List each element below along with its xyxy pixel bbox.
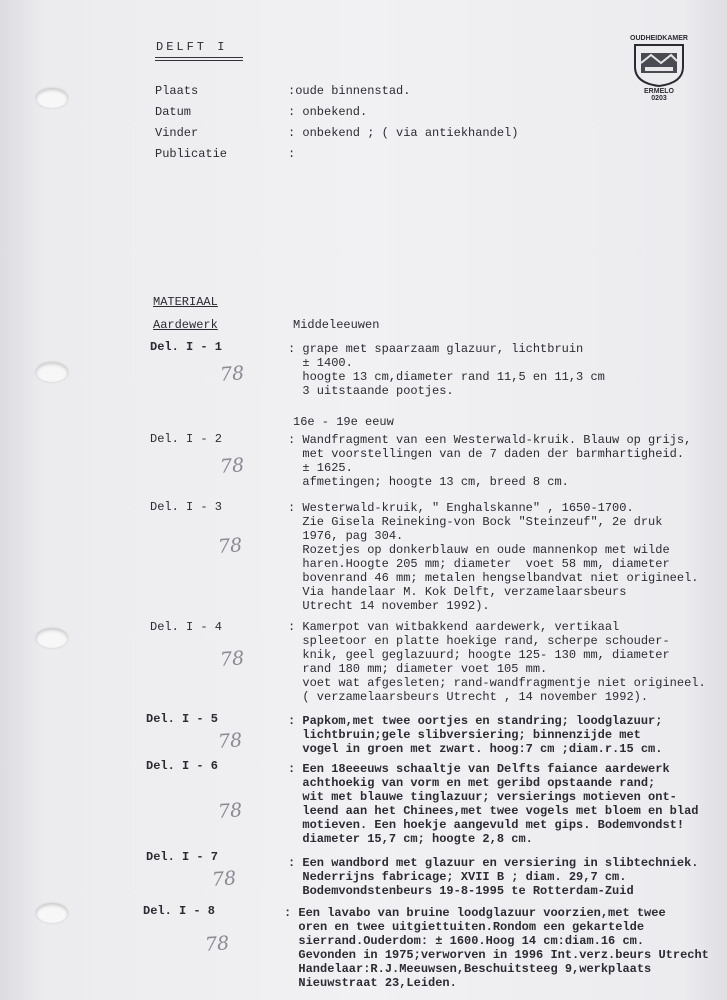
section-heading-aardewerk: Aardewerk [153, 318, 218, 332]
entry-line: : Een wandbord met glazuur en versiering in slibtechniek. [288, 856, 699, 870]
entry-line: achthoekig van vorm en met geribd opstaande rand; [288, 776, 656, 790]
document-title: DELFT I [156, 40, 228, 54]
entry-line: vogel in groen met zwart. hoog:7 cm ;diam.r.15 cm. [288, 742, 663, 756]
punch-hole [36, 88, 68, 108]
entry-line: sierrand.Ouderdom: ± 1600.Hoog 14 cm:diam.16 cm. [284, 934, 645, 948]
stamp-number-text: 0203 [651, 95, 667, 102]
period-heading: Middeleeuwen [293, 318, 380, 332]
entry-line: oren en twee uitgiettuiten.Rondom een gekartelde [284, 920, 645, 934]
section-heading-materiaal: MATERIAAL [153, 295, 218, 309]
entry-id: Del. I - 4 [150, 620, 223, 634]
entry-line: ± 1400. [288, 356, 353, 370]
entry-line: Handelaar:R.J.Meeuwsen,Beschuitsteeg 9,werkplaats [284, 962, 652, 976]
meta-label-datum: Datum [155, 105, 192, 119]
entry-id: Del. I - 6 [146, 759, 219, 773]
entry-line: Nieuwstraat 23,Leiden. [284, 976, 457, 990]
entry-line: Gevonden in 1975;verworven in 1996 Int.verz.beurs Utrecht [284, 948, 709, 962]
entry-line: : grape met spaarzaam glazuur, lichtbruin [288, 342, 584, 356]
entry-line: 1976, pag 304. [288, 529, 404, 543]
entry-line: lichtbruin;gele slibversiering; binnenzijde met [288, 728, 641, 742]
entry-line: : Westerwald-kruik, " Enghalskanne" , 1650-1700. [288, 501, 634, 515]
handwritten-number: 78 [217, 799, 243, 823]
entry-line: bovenrand 46 mm; metalen hengselbandvat niet origineel. [288, 571, 699, 585]
entry-line: afmetingen; hoogte 13 cm, breed 8 cm. [288, 475, 569, 489]
handwritten-number: 78 [217, 534, 243, 558]
meta-value-publicatie: : [288, 147, 296, 161]
punch-hole [36, 362, 68, 382]
meta-label-vinder: Vinder [155, 126, 199, 140]
entry-line: : Kamerpot van witbakkend aardewerk, vertikaal [288, 620, 620, 634]
handwritten-number: 78 [219, 362, 245, 386]
stamp-top-text: OUDHEIDKAMER [630, 35, 688, 42]
entry-line: : Wandfragment van een Westerwald-kruik. Blauw op grijs, [288, 433, 692, 447]
entry-line: spleetoor en platte hoekige rand, scherpe schouder- [288, 634, 670, 648]
entry-line: : Een 18eeeuws schaaltje van Delfts faiance aardewerk [288, 762, 670, 776]
entry-id: Del. I - 2 [150, 432, 223, 446]
entry-line: Zie Gisela Reineking-von Bock "Steinzeuf", 2e druk [288, 515, 663, 529]
handwritten-number: 78 [211, 867, 237, 891]
title-underline [155, 57, 243, 61]
entry-line: ± 1625. [288, 461, 353, 475]
stamp-emblem-icon [631, 43, 687, 87]
handwritten-number: 78 [219, 647, 245, 671]
entry-line: diameter 15,7 cm; hoogte 2,8 cm. [288, 832, 533, 846]
entry-line: Via handelaar M. Kok Delft, verzamelaarsbeurs [288, 585, 627, 599]
stamp-place-text: ERMELO [644, 88, 674, 95]
punch-hole [36, 903, 68, 923]
meta-value-vinder: : onbekend ; ( via antiekhandel) [288, 126, 519, 140]
handwritten-number: 78 [219, 454, 245, 478]
handwritten-number: 78 [204, 932, 230, 956]
entry-id: Del. I - 7 [146, 850, 219, 864]
entry-line: : Papkom,met twee oortjes en standring; loodglazuur; [288, 714, 663, 728]
punch-hole [36, 628, 68, 648]
museum-stamp [625, 35, 693, 125]
entry-line: hoogte 13 cm,diameter rand 11,5 en 11,3 cm [288, 370, 605, 384]
entry-line: Nederrijns fabricage; XVII B ; diam. 29,7 cm. [288, 870, 627, 884]
meta-label-publicatie: Publicatie [155, 147, 228, 161]
entry-id: Del. I - 3 [150, 500, 223, 514]
entry-line: met voorstellingen van de 7 daden der barmhartigheid. [288, 447, 685, 461]
entry-line: 3 uitstaande pootjes. [288, 384, 454, 398]
entry-line: wit met blauwe tinglazuur; versierings motieven ont- [288, 790, 677, 804]
meta-value-plaats: :oude binnenstad. [288, 84, 411, 98]
meta-value-datum: : onbekend. [288, 105, 368, 119]
meta-label-plaats: Plaats [155, 84, 199, 98]
entry-line: motieven. Een hoekje aangevuld met gips. Bodemvondst! [288, 818, 685, 832]
entry-line: leend aan het Chinees,met twee vogels met bloem en blad [288, 804, 699, 818]
entry-line: Rozetjes op donkerblauw en oude mannenkop met wilde [288, 543, 670, 557]
entry-line: Utrecht 14 november 1992). [288, 599, 490, 613]
period-heading: 16e - 19e eeuw [293, 415, 394, 429]
handwritten-number: 78 [217, 729, 243, 753]
entry-id: Del. I - 8 [143, 904, 216, 918]
entry-line: knik, geel geglazuurd; hoogte 125- 130 mm, diameter [288, 648, 670, 662]
entry-line: : Een lavabo van bruine loodglazuur voorzien,met twee [284, 906, 666, 920]
entry-line: Bodemvondstenbeurs 19-8-1995 te Rotterdam-Zuid [288, 884, 634, 898]
entry-id: Del. I - 5 [146, 712, 219, 726]
entry-line: voet wat afgesleten; rand-wandfragmentje niet origineel. [288, 676, 706, 690]
entry-id: Del. I - 1 [150, 340, 223, 354]
entry-line: rand 180 mm; diameter voet 105 mm. [288, 662, 548, 676]
entry-line: haren.Hoogte 205 mm; diameter voet 58 mm, diameter [288, 557, 670, 571]
entry-line: ( verzamelaarsbeurs Utrecht , 14 november 1992). [288, 690, 649, 704]
